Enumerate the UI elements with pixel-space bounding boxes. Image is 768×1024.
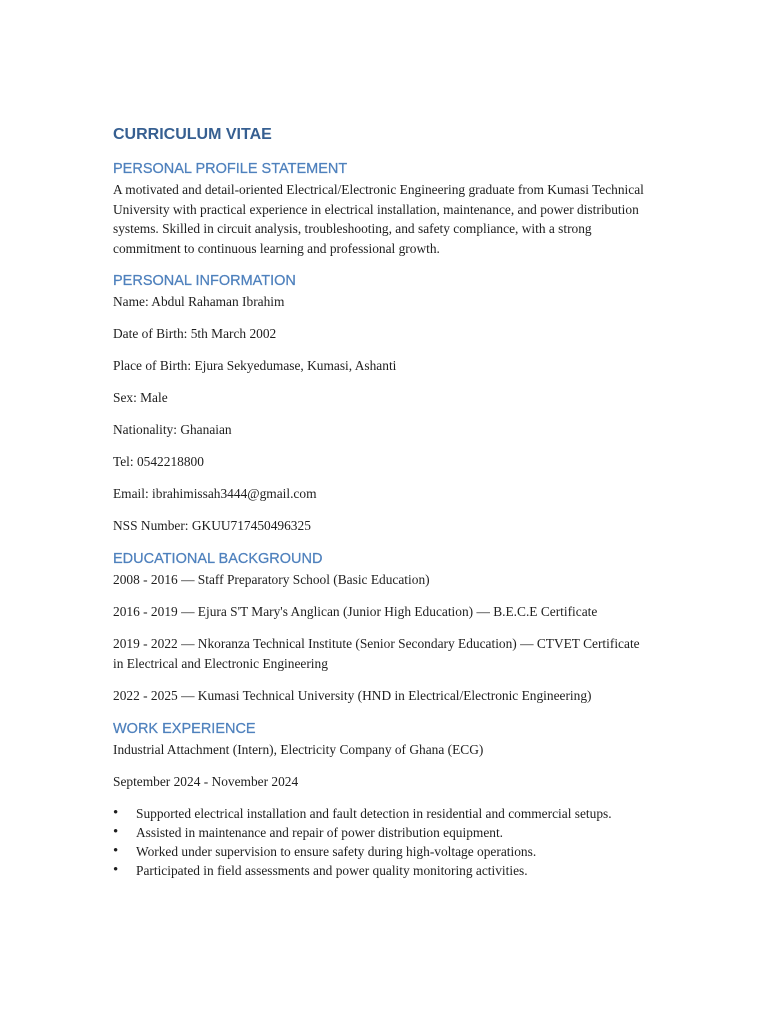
profile-section xyxy=(113,158,653,258)
work-experience-heading: WORK EXPERIENCE xyxy=(113,721,256,737)
work-duties-list xyxy=(113,804,653,880)
personal-sex: Sex: Male xyxy=(113,390,168,405)
education-item: 2019 - 2022 — Nkoranza Technical Institute (Senior Secondary Education) — CTVET Certificate in Electrical and Electronic Engineering xyxy=(113,636,640,671)
profile-heading: PERSONAL PROFILE STATEMENT xyxy=(113,161,348,177)
profile-text: A motivated and detail-oriented Electrical/Electronic Engineering graduate from Kumasi Technical University with practical experience in electrical installation, maintenance, and power distribution systems. Skilled in circuit analysis, troubleshooting, and safety compliance, with a strong commitment to continuous learning and professional growth. xyxy=(113,182,644,256)
personal-nss-number: NSS Number: GKUU717450496325 xyxy=(113,518,311,533)
personal-date-of-birth: Date of Birth: 5th March 2002 xyxy=(113,326,277,341)
education-item: 2016 - 2019 — Ejura S'T Mary's Anglican (Junior High Education) — B.E.C.E Certificate xyxy=(113,604,598,619)
education-heading: EDUCATIONAL BACKGROUND xyxy=(113,551,323,567)
education-item: 2008 - 2016 — Staff Preparatory School (Basic Education) xyxy=(113,572,430,587)
personal-place-of-birth: Place of Birth: Ejura Sekyedumase, Kumasi, Ashanti xyxy=(113,358,397,373)
cv-document xyxy=(113,124,653,880)
work-role: Industrial Attachment (Intern), Electricity Company of Ghana (ECG) xyxy=(113,742,484,757)
education-section xyxy=(113,548,653,706)
work-duty-item: • Supported electrical installation and fault detection in residential and commercial setups. xyxy=(113,804,653,823)
document-title: CURRICULUM VITAE xyxy=(113,126,272,143)
work-duty-item: • Worked under supervision to ensure safety during high-voltage operations. xyxy=(113,842,653,861)
personal-name: Name: Abdul Rahaman Ibrahim xyxy=(113,294,285,309)
personal-information-section xyxy=(113,270,653,536)
work-duty-item: • Assisted in maintenance and repair of power distribution equipment. xyxy=(113,823,653,842)
work-period: September 2024 - November 2024 xyxy=(113,774,299,789)
education-item: 2022 - 2025 — Kumasi Technical University (HND in Electrical/Electronic Engineering) xyxy=(113,688,592,703)
personal-nationality: Nationality: Ghanaian xyxy=(113,422,232,437)
work-experience-section xyxy=(113,718,653,880)
work-duty-item: • Participated in field assessments and power quality monitoring activities. xyxy=(113,861,653,880)
personal-telephone: Tel: 0542218800 xyxy=(113,454,204,469)
personal-email: Email: ibrahimissah3444@gmail.com xyxy=(113,486,317,501)
personal-information-heading: PERSONAL INFORMATION xyxy=(113,273,296,289)
